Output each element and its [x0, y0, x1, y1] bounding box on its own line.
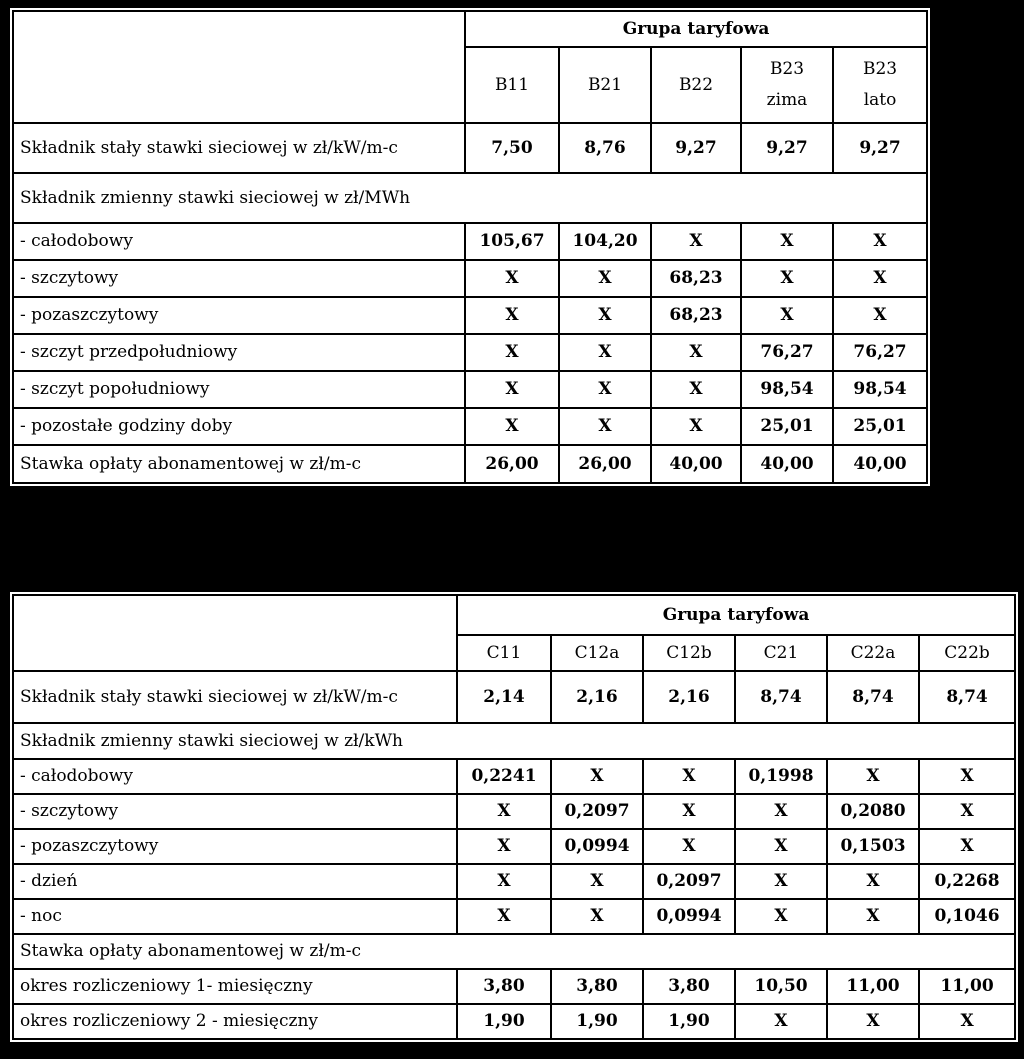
value-cell: X	[559, 260, 651, 297]
value-cell: X	[651, 334, 741, 371]
value-cell: X	[741, 260, 833, 297]
value-cell: 0,0994	[643, 899, 735, 934]
value-cell: X	[919, 759, 1015, 794]
value-cell: X	[465, 334, 559, 371]
value-cell: 0,1503	[827, 829, 919, 864]
value-cell: X	[651, 223, 741, 260]
billing-row-label: okres rozliczeniowy 2 - miesięczny	[13, 1004, 457, 1039]
value-cell: 1,90	[457, 1004, 551, 1039]
group-header: Grupa taryfowa	[465, 11, 927, 47]
corner-cell	[13, 595, 457, 671]
value-cell: 40,00	[741, 445, 833, 483]
row-label: - pozaszczytowy	[13, 297, 465, 334]
value-cell: 0,0994	[551, 829, 643, 864]
row-label: - pozostałe godziny doby	[13, 408, 465, 445]
value-cell: X	[827, 864, 919, 899]
value-cell: X	[643, 759, 735, 794]
value-cell: X	[559, 408, 651, 445]
value-cell: X	[735, 829, 827, 864]
row-label: - całodobowy	[13, 759, 457, 794]
value-cell: X	[833, 260, 927, 297]
value-cell: 40,00	[833, 445, 927, 483]
col-header: B11	[465, 47, 559, 123]
col-header: C12a	[551, 635, 643, 671]
value-cell: 0,2241	[457, 759, 551, 794]
billing-row-label: okres rozliczeniowy 1- miesięczny	[13, 969, 457, 1004]
value-cell: 104,20	[559, 223, 651, 260]
group-header: Grupa taryfowa	[457, 595, 1015, 635]
corner-cell	[13, 11, 465, 123]
value-cell: X	[465, 371, 559, 408]
value-cell: X	[559, 371, 651, 408]
value-cell: X	[559, 334, 651, 371]
col-header: C12b	[643, 635, 735, 671]
variable-component-label: Składnik zmienny stawki sieciowej w zł/kWh	[13, 723, 1015, 759]
value-cell: X	[827, 899, 919, 934]
value-cell: 68,23	[651, 297, 741, 334]
value-cell: 8,76	[559, 123, 651, 173]
value-cell: 11,00	[919, 969, 1015, 1004]
col-header: B23 lato	[833, 47, 927, 123]
row-label: - pozaszczytowy	[13, 829, 457, 864]
value-cell: 3,80	[643, 969, 735, 1004]
fixed-component-label: Składnik stały stawki sieciowej w zł/kW/m-c	[13, 123, 465, 173]
value-cell: 0,2097	[643, 864, 735, 899]
value-cell: 76,27	[741, 334, 833, 371]
value-cell: 98,54	[833, 371, 927, 408]
value-cell: X	[735, 864, 827, 899]
value-cell: X	[643, 829, 735, 864]
col-header: C11	[457, 635, 551, 671]
value-cell: X	[465, 408, 559, 445]
value-cell: 8,74	[827, 671, 919, 723]
col-header: C22a	[827, 635, 919, 671]
variable-component-label: Składnik zmienny stawki sieciowej w zł/MWh	[13, 173, 927, 223]
value-cell: 11,00	[827, 969, 919, 1004]
value-cell: X	[735, 794, 827, 829]
value-cell: 1,90	[643, 1004, 735, 1039]
row-label: - szczyt przedpołudniowy	[13, 334, 465, 371]
value-cell: 8,74	[735, 671, 827, 723]
value-cell: X	[465, 260, 559, 297]
value-cell: X	[735, 899, 827, 934]
col-header: C22b	[919, 635, 1015, 671]
value-cell: X	[827, 759, 919, 794]
col-header: B23 zima	[741, 47, 833, 123]
value-cell: 0,1998	[735, 759, 827, 794]
value-cell: 9,27	[833, 123, 927, 173]
value-cell: X	[651, 408, 741, 445]
value-cell: X	[643, 794, 735, 829]
value-cell: 8,74	[919, 671, 1015, 723]
tariff-table-c	[12, 594, 1016, 1040]
value-cell: 1,90	[551, 1004, 643, 1039]
value-cell: X	[457, 829, 551, 864]
value-cell: X	[559, 297, 651, 334]
value-cell: 98,54	[741, 371, 833, 408]
value-cell: X	[551, 899, 643, 934]
row-label: - szczytowy	[13, 260, 465, 297]
value-cell: 0,2080	[827, 794, 919, 829]
value-cell: X	[741, 223, 833, 260]
fixed-component-label: Składnik stały stawki sieciowej w zł/kW/m-c	[13, 671, 457, 723]
value-cell: X	[457, 794, 551, 829]
value-cell: 3,80	[551, 969, 643, 1004]
value-cell: 3,80	[457, 969, 551, 1004]
value-cell: 0,2268	[919, 864, 1015, 899]
value-cell: 76,27	[833, 334, 927, 371]
value-cell: 9,27	[741, 123, 833, 173]
row-label: - szczyt popołudniowy	[13, 371, 465, 408]
value-cell: X	[741, 297, 833, 334]
col-header: B21	[559, 47, 651, 123]
value-cell: 25,01	[741, 408, 833, 445]
row-label: - dzień	[13, 864, 457, 899]
subscription-label: Stawka opłaty abonamentowej w zł/m-c	[13, 445, 465, 483]
value-cell: 105,67	[465, 223, 559, 260]
value-cell: 40,00	[651, 445, 741, 483]
col-header: C21	[735, 635, 827, 671]
value-cell: X	[651, 371, 741, 408]
value-cell: 0,1046	[919, 899, 1015, 934]
value-cell: 7,50	[465, 123, 559, 173]
col-header: B22	[651, 47, 741, 123]
value-cell: X	[457, 899, 551, 934]
value-cell: 25,01	[833, 408, 927, 445]
value-cell: 26,00	[465, 445, 559, 483]
value-cell: 68,23	[651, 260, 741, 297]
value-cell: X	[827, 1004, 919, 1039]
value-cell: 2,16	[551, 671, 643, 723]
tariff-table-b	[12, 10, 928, 484]
row-label: - noc	[13, 899, 457, 934]
value-cell: X	[457, 864, 551, 899]
value-cell: X	[919, 829, 1015, 864]
value-cell: 9,27	[651, 123, 741, 173]
value-cell: X	[465, 297, 559, 334]
value-cell: X	[551, 759, 643, 794]
value-cell: 10,50	[735, 969, 827, 1004]
value-cell: 2,14	[457, 671, 551, 723]
value-cell: X	[833, 297, 927, 334]
value-cell: 26,00	[559, 445, 651, 483]
value-cell: X	[919, 1004, 1015, 1039]
value-cell: X	[919, 794, 1015, 829]
row-label: - całodobowy	[13, 223, 465, 260]
value-cell: X	[833, 223, 927, 260]
row-label: - szczytowy	[13, 794, 457, 829]
value-cell: X	[551, 864, 643, 899]
subscription-label: Stawka opłaty abonamentowej w zł/m-c	[13, 934, 1015, 969]
value-cell: 0,2097	[551, 794, 643, 829]
value-cell: X	[735, 1004, 827, 1039]
value-cell: 2,16	[643, 671, 735, 723]
